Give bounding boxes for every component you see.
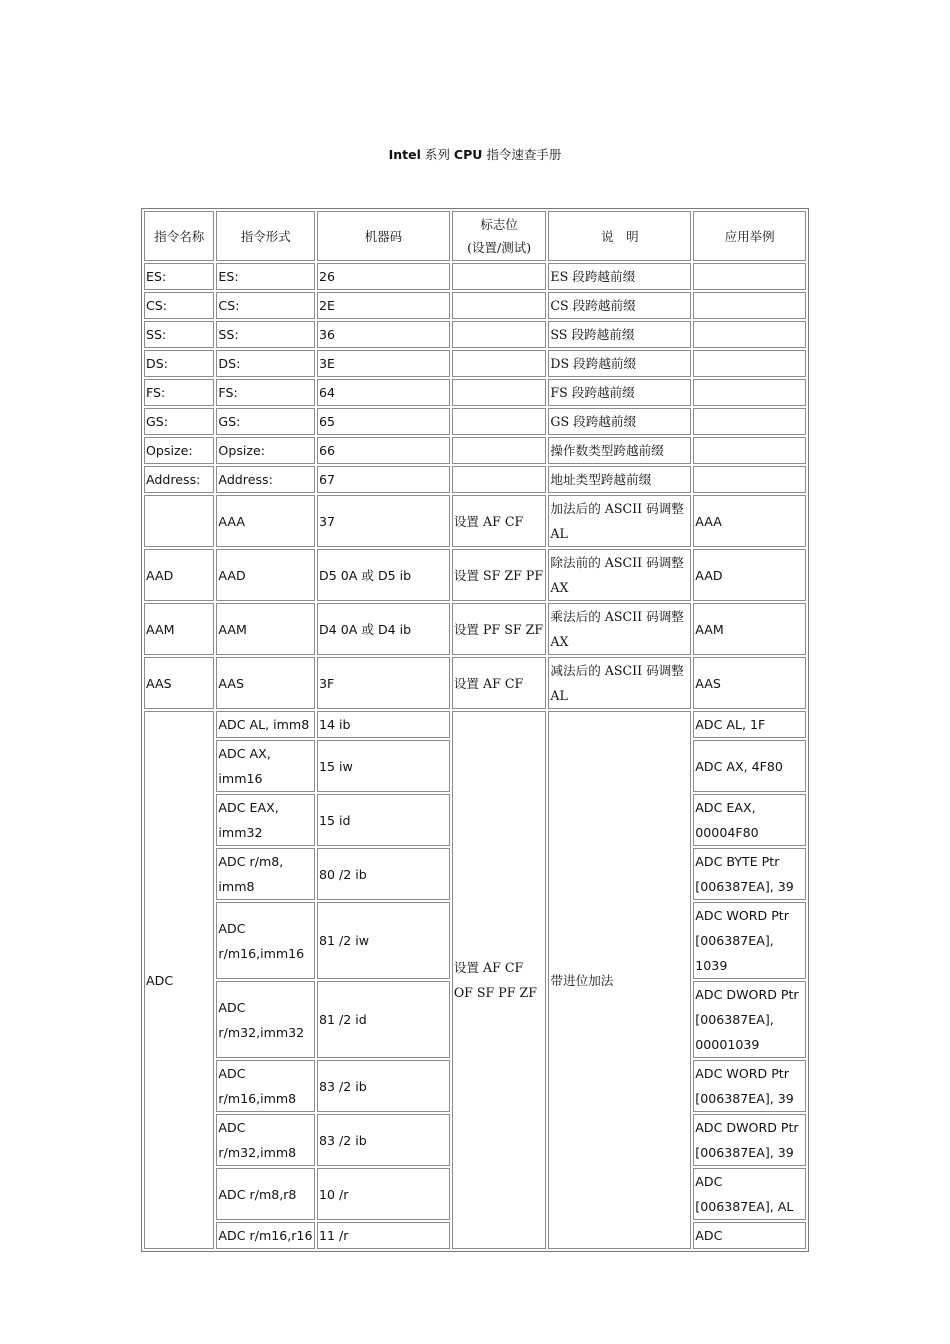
cell-form: ADC r/m16,imm16 — [216, 902, 315, 979]
cell-flags — [452, 437, 547, 464]
cell-flags: 设置 SF ZF PF — [452, 549, 547, 601]
cell-code: 15 id — [317, 794, 450, 846]
table-row — [144, 603, 806, 655]
cell-form: GS: — [216, 408, 315, 435]
table-row — [144, 549, 806, 601]
table-row — [144, 263, 806, 290]
cell-code: 10 /r — [317, 1168, 450, 1220]
cell-desc: ES 段跨越前缀 — [548, 263, 691, 290]
table-row — [144, 408, 806, 435]
cell-example — [693, 379, 806, 406]
cell-desc: DS 段跨越前缀 — [548, 350, 691, 377]
cell-flags — [452, 292, 547, 319]
cell-example: ADC [006387EA], AL — [693, 1168, 806, 1220]
cell-example: ADC DWORD Ptr [006387EA], 00001039 — [693, 981, 806, 1058]
cell-desc: FS 段跨越前缀 — [548, 379, 691, 406]
cell-example: ADC AL, 1F — [693, 711, 806, 738]
cell-form: ADC r/m8,r8 — [216, 1168, 315, 1220]
cell-flags — [452, 263, 547, 290]
cell-code: 36 — [317, 321, 450, 348]
header-cell-flags — [452, 211, 547, 261]
cell-name: DS: — [144, 350, 214, 377]
cell-form: ADC r/m32,imm32 — [216, 981, 315, 1058]
cell-name: AAD — [144, 549, 214, 601]
cell-code: D5 0A 或 D5 ib — [317, 549, 450, 601]
cell-code: 14 ib — [317, 711, 450, 738]
cell-form: Opsize: — [216, 437, 315, 464]
cell-code: 64 — [317, 379, 450, 406]
header-cell-example: 应用举例 — [693, 211, 806, 261]
cell-desc: 地址类型跨越前缀 — [548, 466, 691, 493]
table-row — [144, 292, 806, 319]
cell-form: ADC AX, imm16 — [216, 740, 315, 792]
header-flags-line2: (设置/测试) — [467, 240, 532, 255]
cell-desc: 减法后的 ASCII 码调整 AL — [548, 657, 691, 709]
cell-flags — [452, 408, 547, 435]
cell-form: ADC AL, imm8 — [216, 711, 315, 738]
cell-name: SS: — [144, 321, 214, 348]
header-cell-form: 指令形式 — [216, 211, 315, 261]
table-row — [144, 466, 806, 493]
cell-name: ADC — [144, 711, 214, 1249]
cell-example: AAD — [693, 549, 806, 601]
cell-example: ADC DWORD Ptr [006387EA], 39 — [693, 1114, 806, 1166]
cell-name: Opsize: — [144, 437, 214, 464]
cell-example: ADC BYTE Ptr [006387EA], 39 — [693, 848, 806, 900]
page-title — [0, 145, 950, 163]
cell-example: ADC WORD Ptr [006387EA], 39 — [693, 1060, 806, 1112]
cell-code: 26 — [317, 263, 450, 290]
cell-flags — [452, 321, 547, 348]
cell-name: GS: — [144, 408, 214, 435]
table-row — [144, 321, 806, 348]
cell-example: AAA — [693, 495, 806, 547]
cell-desc: GS 段跨越前缀 — [548, 408, 691, 435]
cell-example — [693, 408, 806, 435]
cell-form: AAD — [216, 549, 315, 601]
cell-example: ADC WORD Ptr [006387EA], 1039 — [693, 902, 806, 979]
title-part: Intel — [388, 147, 421, 162]
cell-desc: 除法前的 ASCII 码调整 AX — [548, 549, 691, 601]
cell-form: AAS — [216, 657, 315, 709]
table-row — [144, 711, 806, 738]
cell-desc: 乘法后的 ASCII 码调整 AX — [548, 603, 691, 655]
cell-form: ADC r/m8, imm8 — [216, 848, 315, 900]
cell-code: 3F — [317, 657, 450, 709]
cell-code: 67 — [317, 466, 450, 493]
cell-code: 81 /2 id — [317, 981, 450, 1058]
cell-code: 11 /r — [317, 1222, 450, 1249]
cell-form: SS: — [216, 321, 315, 348]
cell-example — [693, 466, 806, 493]
cell-name: Address: — [144, 466, 214, 493]
cell-example: AAM — [693, 603, 806, 655]
cell-name: CS: — [144, 292, 214, 319]
cell-flags — [452, 466, 547, 493]
cell-form: ADC r/m16,imm8 — [216, 1060, 315, 1112]
table-row — [144, 379, 806, 406]
cell-form: CS: — [216, 292, 315, 319]
cell-code: 66 — [317, 437, 450, 464]
cell-desc: 带进位加法 — [548, 711, 691, 1249]
table-row — [144, 437, 806, 464]
title-part: 指令速查手册 — [486, 147, 562, 162]
header-flags-line1: 标志位 — [480, 217, 518, 232]
cell-form: ADC EAX, imm32 — [216, 794, 315, 846]
title-part: CPU — [453, 147, 483, 162]
cell-example: ADC — [693, 1222, 806, 1249]
cell-code: 83 /2 ib — [317, 1114, 450, 1166]
cell-code: 3E — [317, 350, 450, 377]
cell-flags — [452, 350, 547, 377]
cell-form: FS: — [216, 379, 315, 406]
cell-flags: 设置 AF CF — [452, 495, 547, 547]
cell-desc: SS 段跨越前缀 — [548, 321, 691, 348]
cell-name: AAM — [144, 603, 214, 655]
cell-form: ADC r/m32,imm8 — [216, 1114, 315, 1166]
cell-code: D4 0A 或 D4 ib — [317, 603, 450, 655]
cell-form: AAA — [216, 495, 315, 547]
cell-example — [693, 292, 806, 319]
table-row — [144, 350, 806, 377]
cell-flags: 设置 PF SF ZF — [452, 603, 547, 655]
cell-desc: 加法后的 ASCII 码调整 AL — [548, 495, 691, 547]
cell-code: 65 — [317, 408, 450, 435]
cell-form: ADC r/m16,r16 — [216, 1222, 315, 1249]
cell-form: AAM — [216, 603, 315, 655]
cell-code: 2E — [317, 292, 450, 319]
cell-code: 37 — [317, 495, 450, 547]
cell-name: ES: — [144, 263, 214, 290]
cell-example: AAS — [693, 657, 806, 709]
cell-example — [693, 350, 806, 377]
table-row — [144, 495, 806, 547]
instruction-table — [141, 208, 809, 1252]
cell-flags — [452, 379, 547, 406]
cell-form: ES: — [216, 263, 315, 290]
cell-code: 15 iw — [317, 740, 450, 792]
cell-form: Address: — [216, 466, 315, 493]
cell-example — [693, 263, 806, 290]
cell-code: 80 /2 ib — [317, 848, 450, 900]
cell-example — [693, 321, 806, 348]
cell-name: FS: — [144, 379, 214, 406]
cell-flags: 设置 AF CF OF SF PF ZF — [452, 711, 547, 1249]
title-part: 系列 — [424, 147, 450, 162]
cell-desc: 操作数类型跨越前缀 — [548, 437, 691, 464]
header-cell-name: 指令名称 — [144, 211, 214, 261]
cell-example: ADC EAX, 00004F80 — [693, 794, 806, 846]
header-row — [144, 211, 806, 261]
cell-example — [693, 437, 806, 464]
cell-flags: 设置 AF CF — [452, 657, 547, 709]
cell-name — [144, 495, 214, 547]
header-cell-desc: 说 明 — [548, 211, 691, 261]
header-cell-code: 机器码 — [317, 211, 450, 261]
cell-desc: CS 段跨越前缀 — [548, 292, 691, 319]
table-row — [144, 657, 806, 709]
cell-code: 81 /2 iw — [317, 902, 450, 979]
cell-code: 83 /2 ib — [317, 1060, 450, 1112]
cell-name: AAS — [144, 657, 214, 709]
cell-example: ADC AX, 4F80 — [693, 740, 806, 792]
cell-form: DS: — [216, 350, 315, 377]
